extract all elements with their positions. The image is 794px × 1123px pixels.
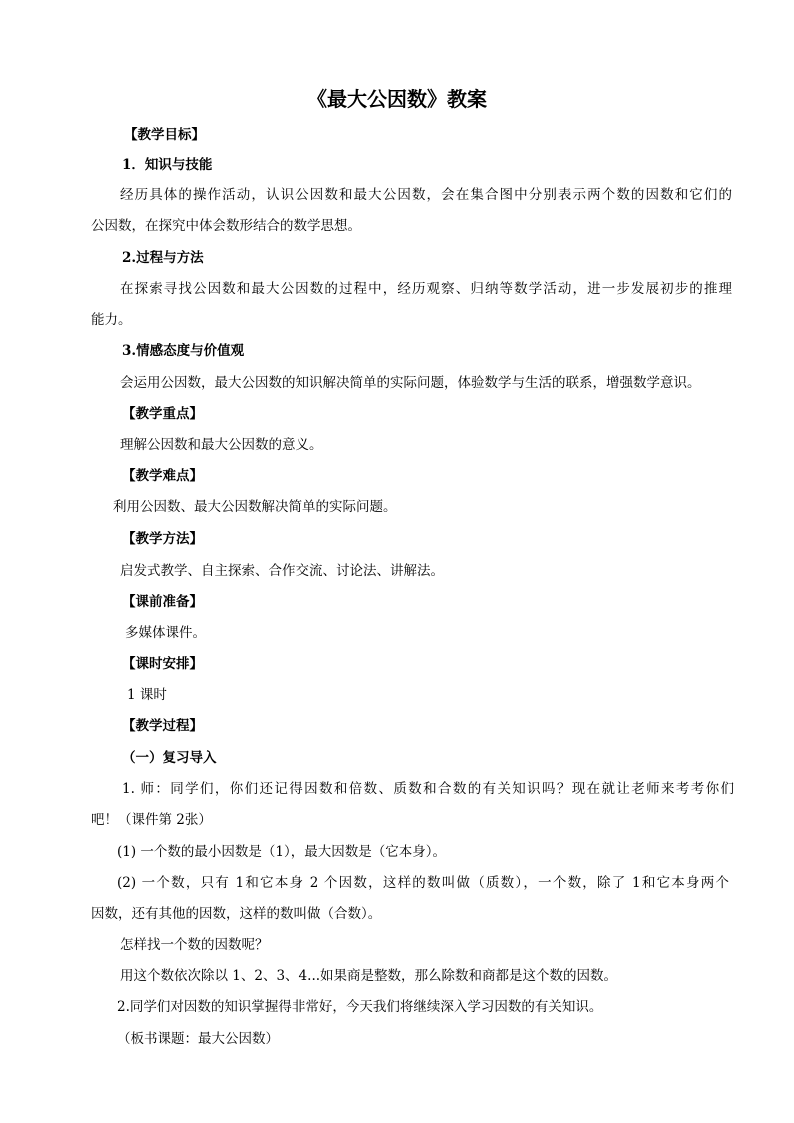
subheading-knowledge-skills: 1．知识与技能 [122, 157, 213, 173]
paragraph-line: 1. 师：同学们，你们还记得因数和倍数、质数和合数的有关知识吗？现在就让老师来考考你们 [122, 781, 734, 797]
heading-class-schedule: 【课时安排】 [122, 656, 203, 672]
paragraph-line: （板书课题：最大公因数） [117, 1031, 279, 1047]
heading-key-points: 【教学重点】 [122, 406, 203, 422]
heading-difficult-points: 【教学难点】 [122, 468, 203, 484]
paragraph-line: (1) 一个数的最小因数是（1），最大因数是（它本身）。 [117, 844, 447, 860]
heading-teaching-process: 【教学过程】 [122, 718, 203, 734]
paragraph-line: 经历具体的操作活动，认识公因数和最大公因数，会在集合图中分别表示两个数的因数和它们的 [120, 187, 732, 203]
paragraph-line: 2.同学们对因数的知识掌握得非常好，今天我们将继续深入学习因数的有关知识。 [117, 999, 603, 1015]
paragraph-line: 怎样找一个数的因数呢？ [120, 937, 269, 953]
paragraph-line: 启发式教学、自主探索、合作交流、讨论法、讲解法。 [120, 563, 444, 579]
paragraph-line: 1 课时 [127, 687, 167, 703]
paragraph-line: 吧！（课件第 2张） [91, 812, 212, 828]
paragraph-line: (2) 一个数，只有 1和它本身 2 个因数，这样的数叫做（质数），一个数，除了 1和它本身两个 [117, 875, 729, 891]
paragraph-line: 因数，还有其他的因数，这样的数叫做（合数）。 [91, 906, 382, 922]
heading-preparation: 【课前准备】 [122, 594, 203, 610]
paragraph-line: 利用公因数、最大公因数解决简单的实际问题。 [113, 499, 397, 515]
paragraph-line: 多媒体课件。 [125, 625, 206, 641]
paragraph-line: 用这个数依次除以 1、2、3、4...如果商是整数，那么除数和商都是这个数的因数。 [120, 968, 618, 984]
document-title: 《最大公因数》教案 [307, 87, 487, 111]
heading-teaching-methods: 【教学方法】 [122, 531, 203, 547]
paragraph-line: 公因数，在探究中体会数形结合的数学思想。 [91, 218, 361, 234]
subheading-process-method: 2.过程与方法 [122, 250, 204, 266]
heading-teaching-objectives: 【教学目标】 [124, 127, 205, 143]
paragraph-line: 会运用公因数，最大公因数的知识解决简单的实际问题，体验数学与生活的联系，增强数学意识。 [120, 375, 701, 391]
subheading-emotion-values: 3.情感态度与价值观 [122, 343, 245, 359]
subheading-review-intro: （一）复习导入 [122, 750, 217, 766]
paragraph-line: 理解公因数和最大公因数的意义。 [120, 437, 323, 453]
paragraph-line: 在探索寻找公因数和最大公因数的过程中，经历观察、归纳等数学活动，进一步发展初步的推理 [120, 281, 732, 297]
paragraph-line: 能力。 [91, 312, 132, 328]
